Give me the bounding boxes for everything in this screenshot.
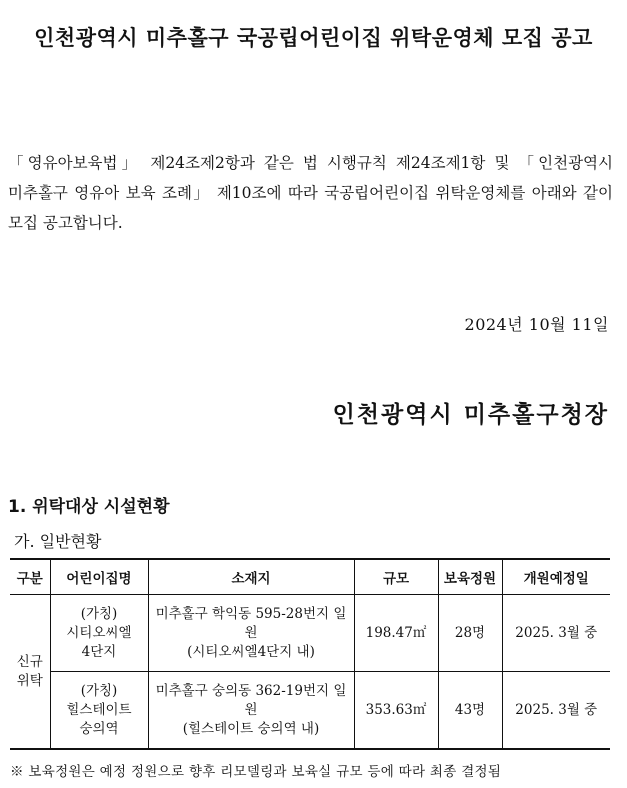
address-cell — [148, 672, 354, 750]
header-capacity: 보육정원 — [438, 559, 502, 595]
facility-name-cell — [50, 595, 148, 672]
category-line: 위탁 — [16, 672, 43, 689]
table-row — [10, 595, 610, 672]
facility-name-line: 숭의역 — [79, 720, 119, 737]
subsection-heading: 가. 일반현황 — [14, 532, 102, 551]
facility-table — [10, 558, 610, 750]
header-name: 어린이집명 — [50, 559, 148, 595]
facility-name-line: 힐스테이트 — [66, 701, 132, 718]
facility-name-line: 4단지 — [81, 643, 117, 660]
facility-name-line: 시티오씨엘 — [66, 624, 132, 641]
opening-cell: 2025. 3월 중 — [502, 595, 610, 672]
facility-name-line: (가칭) — [80, 605, 118, 622]
header-opening: 개원예정일 — [502, 559, 610, 595]
address-line: (힐스테이트 숭의역 내) — [182, 720, 320, 737]
category-line: 신규 — [16, 653, 43, 670]
table-row — [10, 672, 610, 750]
header-address: 소재지 — [148, 559, 354, 595]
section-heading: 1. 위탁대상 시설현황 — [8, 497, 170, 517]
opening-cell: 2025. 3월 중 — [502, 672, 610, 750]
size-cell: 198.47㎡ — [354, 595, 438, 672]
address-line: 미추홀구 숭의동 362-19번지 일원 — [155, 682, 347, 718]
footnote: ※ 보육정원은 예정 정원으로 향후 리모델링과 보육실 규모 등에 따라 최종 결정됨 — [10, 764, 502, 780]
issuer-name: 인천광역시 미추홀구청장 — [332, 401, 609, 428]
announcement-date: 2024년 10월 11일 — [464, 315, 609, 334]
facility-name-cell — [50, 672, 148, 750]
category-cell — [10, 595, 50, 750]
capacity-cell: 43명 — [438, 672, 502, 750]
address-line: 미추홀구 학익동 595-28번지 일원 — [155, 605, 347, 641]
capacity-cell: 28명 — [438, 595, 502, 672]
intro-paragraph: 「영유아보육법」 제24조제2항과 같은 법 시행규칙 제24조제1항 및 「인천광역시 미추홀구 영유아 보육 조례」 제10조에 따라 국공립어린이집 위탁운영체를 아래와 같이 모집 공고합니다. — [8, 154, 613, 232]
size-cell: 353.63㎡ — [354, 672, 438, 750]
page-title: 인천광역시 미추홀구 국공립어린이집 위탁운영체 모집 공고 — [34, 26, 593, 50]
facility-name-line: (가칭) — [80, 682, 118, 699]
table-header-row — [10, 559, 610, 595]
header-size: 규모 — [354, 559, 438, 595]
header-category: 구분 — [10, 559, 50, 595]
address-cell — [148, 595, 354, 672]
address-line: (시티오씨엘4단지 내) — [187, 643, 315, 660]
